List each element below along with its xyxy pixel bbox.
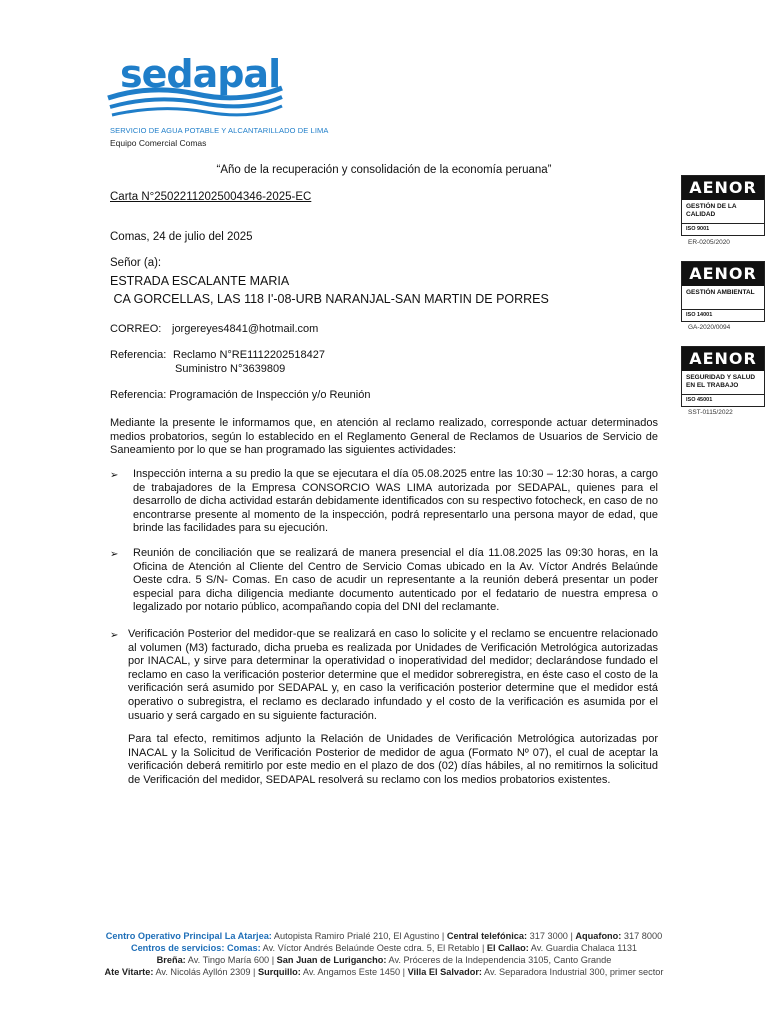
footer-label: Centro Operativo Principal La Atarjea: bbox=[105, 931, 272, 941]
footer-label: San Juan de Lurigancho: bbox=[276, 955, 387, 965]
footer-text: Av. Próceres de la Independencia 3105, Canto Grande bbox=[386, 955, 612, 965]
footer-label: Ate Vitarte: bbox=[104, 967, 154, 977]
footer-label: Breña: bbox=[156, 955, 186, 965]
bullet-arrow-icon: ➢ bbox=[110, 470, 119, 481]
footer-text: Av. Nicolás Ayllón 2309 | bbox=[153, 967, 258, 977]
sedapal-waves-icon bbox=[106, 82, 286, 122]
badge-title: SEGURIDAD Y SALUD EN EL TRABAJO bbox=[686, 374, 756, 389]
footer-label: Surquillo: bbox=[257, 967, 301, 977]
footer-text: Av. Guardia Chalaca 1131 bbox=[528, 943, 638, 953]
badge-iso: ISO 9001 bbox=[682, 223, 764, 235]
team-name: Equipo Comercial Comas bbox=[110, 138, 207, 148]
footer-text: Av. Tingo María 600 | bbox=[185, 955, 277, 965]
footer-label: Villa El Salvador: bbox=[407, 967, 482, 977]
badge-title: GESTIÓN DE LA CALIDAD bbox=[686, 203, 737, 218]
footer-line-1 bbox=[0, 930, 768, 942]
footer-line-4 bbox=[0, 966, 768, 978]
sedapal-logo-wordmark: sedapal bbox=[120, 52, 281, 96]
bullet-arrow-icon: ➢ bbox=[110, 630, 119, 641]
inspection-paragraph: Inspección interna a su predio la que se ejecutara el día 05.08.2025 entre las 10:30 – 12:30 horas, a cargo de trabajadores de la Empresa CONSORCIO WAS LIMA autorizada por SEDAPAL, quienes para el desarrollo de dicha actividad estarán debidamente identificados con su respectivo fotocheck, en caso de no encontrarse presente al momento de la inspección, podrá representarlo una persona mayor de edad, que brinde las facilidades para su ejecución. bbox=[133, 468, 658, 535]
footer-text: Av. Separadora Industrial 300, primer sector bbox=[481, 967, 664, 977]
aenor-logo: AENOR bbox=[682, 176, 764, 200]
email-value: jorgereyes4841@hotmail.com bbox=[172, 323, 319, 335]
salutation: Señor (a): bbox=[110, 257, 162, 269]
badge-code: GA-2020/0094 bbox=[688, 324, 731, 331]
email-label: CORREO: bbox=[110, 323, 162, 335]
recipient-name: ESTRADA ESCALANTE MARIA bbox=[110, 274, 290, 288]
footer-text: Av. Angamos Este 1450 | bbox=[300, 967, 408, 977]
closing-paragraph: Para tal efecto, remitimos adjunto la Relación de Unidades de Verificación Metrológica autorizadas por INACAL y la Solicitud de Verificación Posterior de medidor de agua (Formato Nº 07), el cual de aceptar la verificación deberá remitirlo por este medio en el plazo de dos (02) días hábiles, al no remitirnos la solicitud de Verificación del medidor, SEDAPAL resolverá su reclamo con los medios probatorios existentes. bbox=[128, 733, 658, 786]
footer-line-3 bbox=[0, 954, 768, 966]
aenor-safety-badge bbox=[681, 346, 765, 407]
footer-label: Centros de servicios: bbox=[130, 943, 225, 953]
badge-title: GESTIÓN AMBIENTAL bbox=[686, 289, 755, 296]
badge-code: SST-0115/2022 bbox=[688, 409, 733, 416]
letter-date: Comas, 24 de julio del 2025 bbox=[110, 231, 253, 243]
footer-label: El Callao: bbox=[486, 943, 529, 953]
footer-text: Autopista Ramiro Prialé 210, El Agustino | bbox=[271, 931, 447, 941]
aenor-environment-badge bbox=[681, 261, 765, 322]
footer-label: Central telefónica: bbox=[446, 931, 528, 941]
recipient-address: CA GORCELLAS, LAS 118 I'-08-URB NARANJAL-SAN MARTIN DE PORRES bbox=[110, 292, 549, 306]
supply-number: Suministro N°3639809 bbox=[175, 363, 286, 375]
badge-iso: ISO 14001 bbox=[682, 309, 764, 321]
meeting-paragraph: Reunión de conciliación que se realizará de manera presencial el día 11.08.2025 las 09:30 horas, en la Oficina de Atención al Cliente del Centro de Servicio Comas ubicado en la Av. Víctor Andrés Belaúnde Oeste cdra. 5 S/N- Comas. En caso de acudir un representante a la reunión deberá presentar un poder especial para dicha diligencia mediante documento autenticado por el fedatario de nuestra empresa o legalizado por notario público, acompañando copia del DNI del reclamante. bbox=[133, 547, 658, 614]
footer-text: 317 3000 | bbox=[527, 931, 576, 941]
aenor-logo: AENOR bbox=[682, 262, 764, 286]
reference-subject: Referencia: Programación de Inspección y/o Reunión bbox=[110, 389, 371, 401]
intro-paragraph: Mediante la presente le informamos que, en atención al reclamo realizado, corresponde actuar determinados medios probatorios, según lo establecido en el Reglamento General de Reclamos de Usuarios de Servicio de Saneamiento por lo que se han programado las siguientes actividades: bbox=[110, 417, 658, 457]
year-slogan: “Año de la recuperación y consolidación de la economía peruana” bbox=[216, 164, 552, 176]
footer-text: Av. Víctor Andrés Belaúnde Oeste cdra. 5, El Retablo | bbox=[260, 943, 487, 953]
badge-iso: ISO 45001 bbox=[682, 394, 764, 406]
letter-number: Carta N°25022112025004346-2025-EC bbox=[110, 191, 312, 203]
verification-paragraph: Verificación Posterior del medidor-que se realizará en caso lo solicite y el reclamo se encuentre relacionado al volumen (M3) facturado, dicha prueba es realizada por Unidades de Verificación Metrológica autorizadas por INACAL, y sirve para determinar la operatividad o inoperatividad del medidor; declarándose fundado el reclamo en caso la verificación posterior determine que el medidor sobreregistra, en éste caso el costo de la verificación será asumido por SEDAPAL y, en caso la verificación posterior determine que el medidor está operativo o subregistra, el reclamo es declarado infundado y el costo de la verificación es asumida por el usuario y será cargado en su siguiente facturación. bbox=[128, 628, 658, 722]
aenor-quality-badge bbox=[681, 175, 765, 236]
badge-code: ER-0205/2020 bbox=[688, 239, 730, 246]
footer-label: Aquafono: bbox=[575, 931, 622, 941]
aenor-logo: AENOR bbox=[682, 347, 764, 371]
logo-subtitle: SERVICIO DE AGUA POTABLE Y ALCANTARILLADO DE LIMA bbox=[110, 126, 329, 135]
footer-label: Comas: bbox=[224, 943, 261, 953]
bullet-arrow-icon: ➢ bbox=[110, 549, 119, 560]
footer-line-2 bbox=[0, 942, 768, 954]
claim-number: Reclamo N°RE1112202518427 bbox=[173, 349, 325, 361]
reference-label: Referencia: bbox=[110, 349, 167, 361]
footer-text: 317 8000 bbox=[621, 931, 663, 941]
